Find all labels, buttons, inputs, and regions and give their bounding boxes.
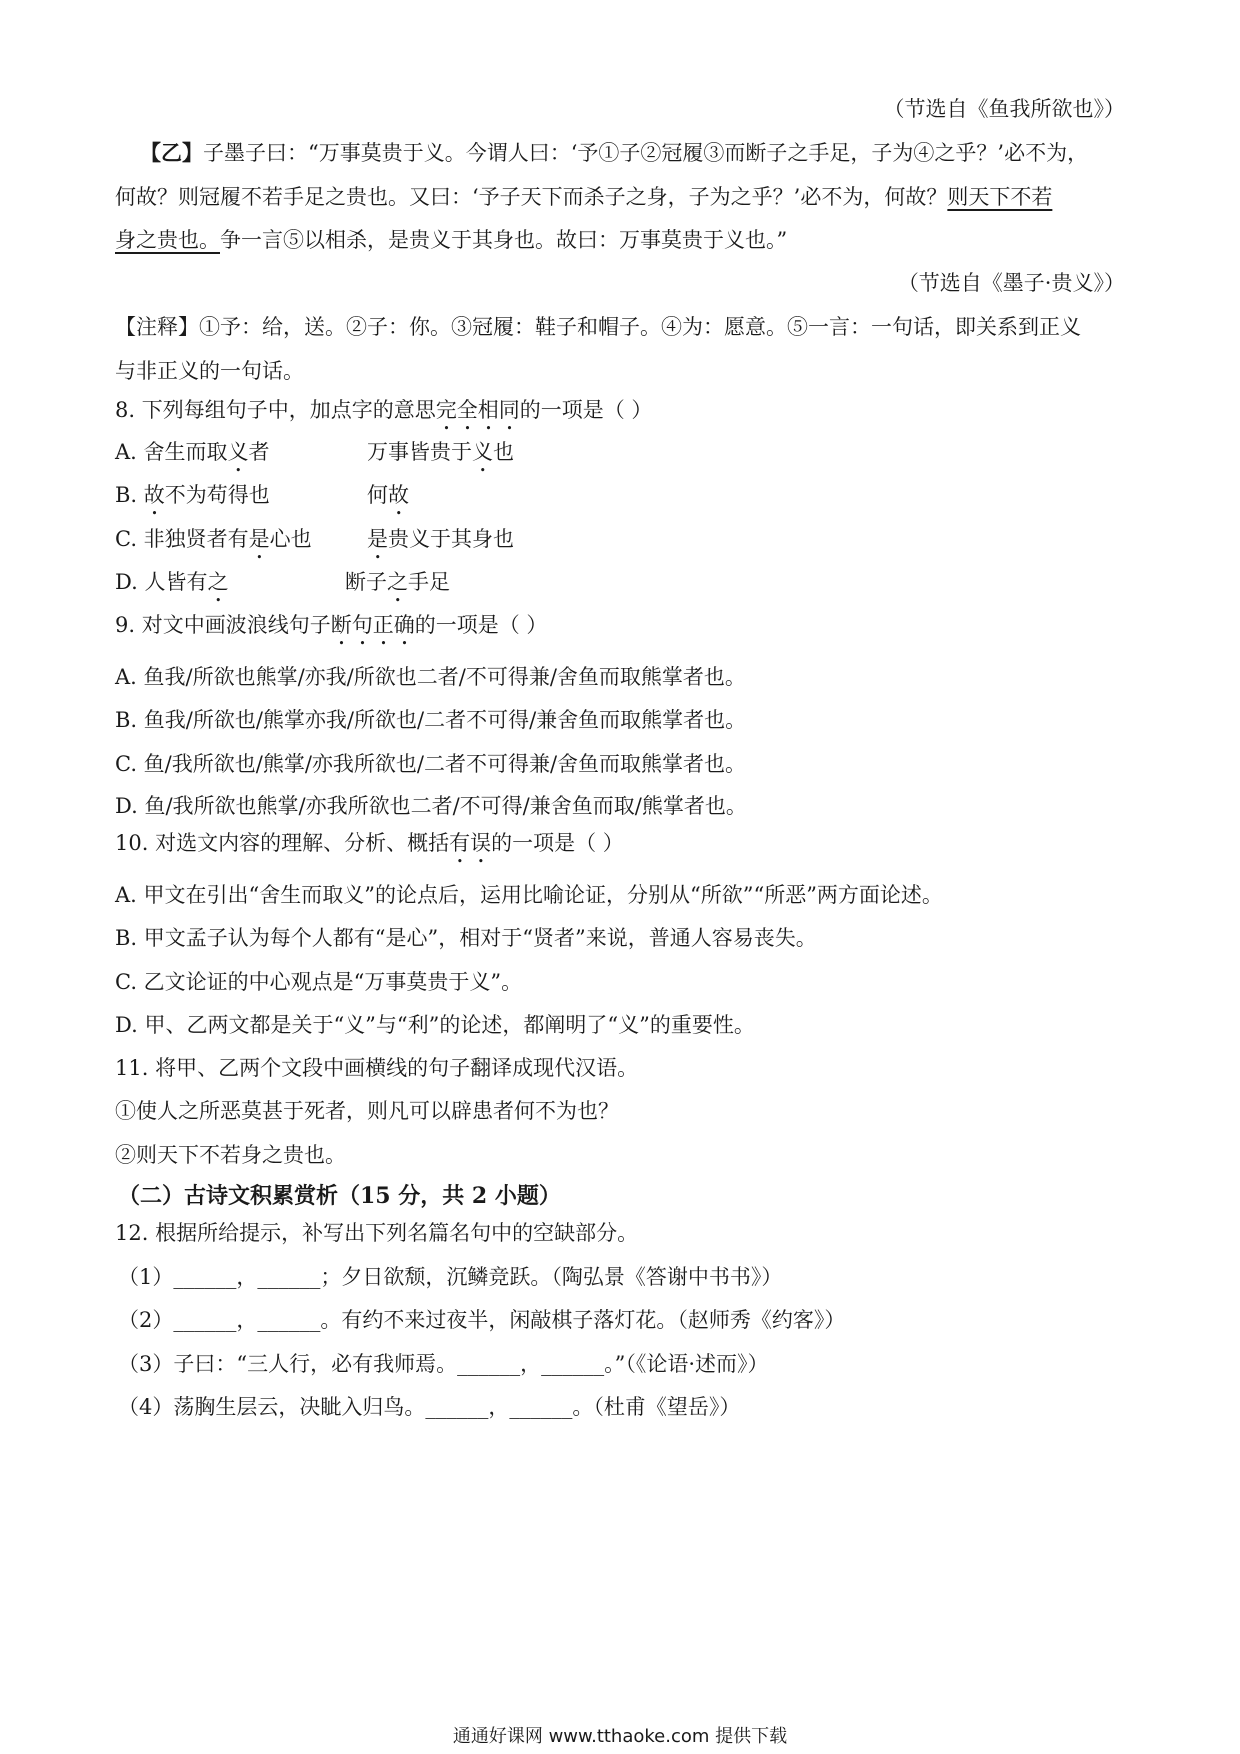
source-citation-b: （节选自《墨子·贵义》） (897, 271, 1125, 295)
q8-d-right-tail: 手足 (408, 570, 450, 594)
q8-stem-tail: 的一项是（ ） (519, 398, 653, 422)
passage-b-underlined-2: 则天下不若 (947, 185, 1053, 209)
q8-stem-text: 8. 下列每组句子中，加点字的意思 (115, 398, 436, 422)
q8-stem (115, 395, 1125, 435)
q12-stem: 12. 根据所给提示，补写出下列名篇名句中的空缺部分。 (115, 1221, 639, 1245)
q9-option-c: C. 鱼/我所欲也/熊掌/亦我所欲也/二者不可得兼/舍鱼而取熊掌者也。 (115, 752, 747, 776)
q10-stem (115, 828, 1125, 868)
q9-option-b: B. 鱼我/所欲也/熊掌亦我/所欲也/二者不可得/兼舍鱼而取熊掌者也。 (115, 708, 747, 732)
q8-d-right-dotted: 之 (387, 570, 408, 594)
q10-option-c: C. 乙文论证的中心观点是“万事莫贵于义”。 (115, 970, 523, 994)
q11-sentence-2: ②则天下不若身之贵也。 (115, 1143, 346, 1167)
q12-item-4: （4）荡胸生层云，决眦入归鸟。______，______。（杜甫《望岳》） (118, 1395, 741, 1419)
q8-option-b (115, 480, 1125, 520)
q8-c-right (367, 524, 514, 564)
page-footer: 通通好课网 www.tthaoke.com 提供下载 (452, 1726, 788, 1747)
q8-c-right-dotted: 是 (367, 527, 388, 551)
q8-option-c (115, 524, 1125, 564)
q8-b-left-dotted: 故 (143, 483, 165, 507)
q10-option-d: D. 甲、乙两文都是关于“义”与“利”的论述，都阐明了“义”的重要性。 (115, 1013, 755, 1037)
q10-option-b: B. 甲文孟子认为每个人都有“是心”，相对于“贤者”来说，普通人容易丧失。 (115, 926, 817, 950)
q8-d-right-text: 断子 (345, 570, 387, 594)
q8-d-right (345, 567, 450, 607)
passage-b-label: 【乙】 (140, 140, 203, 165)
passage-b-underlined-3: 身之贵也。 (115, 228, 220, 252)
q9-stem-tail: 的一项是（ ） (414, 613, 548, 637)
passage-b-text-2a: 何故？则冠履不若手足之贵也。又曰：‘予子天下而杀子之身，子为之乎？’必不为，何故？ (115, 185, 948, 209)
q8-a-left-text: A. 舍生而取 (115, 440, 228, 464)
q8-b-right (367, 480, 409, 520)
q11-stem: 11. 将甲、乙两个文段中画横线的句子翻译成现代汉语。 (115, 1056, 639, 1080)
q9-stem-emphasis: 断句正确 (330, 613, 415, 637)
q8-b-right-dotted: 故 (388, 483, 409, 507)
q9-option-d: D. 鱼/我所欲也熊掌/亦我所欲也二者/不可得/兼舍鱼而取/熊掌者也。 (115, 794, 747, 818)
section-2-heading: （二）古诗文积累赏析（15 分，共 2 小题） (118, 1183, 561, 1209)
passage-b-line-1 (140, 138, 1125, 168)
q9-stem-text: 9. 对文中画波浪线句子 (115, 613, 331, 637)
passage-b-text-3b: 争一言⑤以相杀，是贵义于其身也。故曰：万事莫贵于义也。” (220, 228, 788, 252)
q8-a-right (367, 437, 514, 477)
q9-option-a: A. 鱼我/所欲也熊掌/亦我/所欲也二者/不可得兼/舍鱼而取熊掌者也。 (115, 665, 746, 689)
q8-c-left-dotted: 是 (248, 527, 270, 551)
q8-option-d (115, 567, 1125, 607)
q8-c-right-tail: 贵义于其身也 (388, 527, 514, 551)
q8-d-left-dotted: 之 (207, 570, 229, 594)
q8-b-left-text: B. (115, 483, 144, 507)
q10-option-a: A. 甲文在引出“舍生而取义”的论点后，运用比喻论证，分别从“所欲”“所恶”两方面论述。 (115, 883, 943, 907)
passage-b-text-1: 子墨子曰：“万事莫贵于义。今谓人曰：‘予①子②冠履③而断子之手足，子为④之乎？’必不为， (203, 141, 1089, 165)
passage-b-line-2 (115, 182, 1125, 212)
q8-stem-emphasis: 完全相同 (435, 398, 520, 422)
q12-item-2: （2）______，______。有约不来过夜半，闲敲棋子落灯花。（赵师秀《约客》） (118, 1308, 846, 1332)
q12-item-3: （3）子曰：“三人行，必有我师焉。______，______。”（《论语·述而》） (118, 1352, 769, 1376)
q12-item-1: （1）______，______；夕日欲颓，沉鳞竞跃。（陶弘景《答谢中书书》） (118, 1265, 783, 1289)
q8-option-a (115, 437, 1125, 477)
q10-stem-emphasis: 有误 (449, 831, 492, 855)
q10-stem-text: 10. 对选文内容的理解、分析、概括 (115, 831, 450, 855)
q11-sentence-1: ①使人之所恶莫甚于死者，则凡可以辟患者何不为也？ (115, 1099, 619, 1123)
q9-stem (115, 610, 1125, 650)
q8-a-right-dotted: 义 (472, 440, 493, 464)
q8-a-right-text: 万事皆贵于 (367, 440, 472, 464)
notes-line-2: 与非正义的一句话。 (115, 359, 304, 383)
q8-c-left-tail: 心也 (269, 527, 312, 551)
passage-b-line-3 (115, 225, 1125, 255)
notes-line-1: 【注释】①予：给，送。②子：你。③冠履：鞋子和帽子。④为：愿意。⑤一言：一句话，即关系到正义 (115, 315, 1081, 339)
q8-a-left-dotted: 义 (227, 440, 249, 464)
source-citation-a: （节选自《鱼我所欲也》） (883, 97, 1125, 121)
q8-b-left-tail: 不为苟得也 (164, 483, 270, 507)
q8-b-right-text: 何 (367, 483, 388, 507)
q8-c-left-text: C. 非独贤者有 (115, 527, 249, 551)
q8-a-right-tail: 也 (493, 440, 514, 464)
q10-stem-tail: 的一项是（ ） (491, 831, 624, 855)
q8-d-left-text: D. 人皆有 (115, 570, 208, 594)
q8-a-left-tail: 者 (248, 440, 270, 464)
